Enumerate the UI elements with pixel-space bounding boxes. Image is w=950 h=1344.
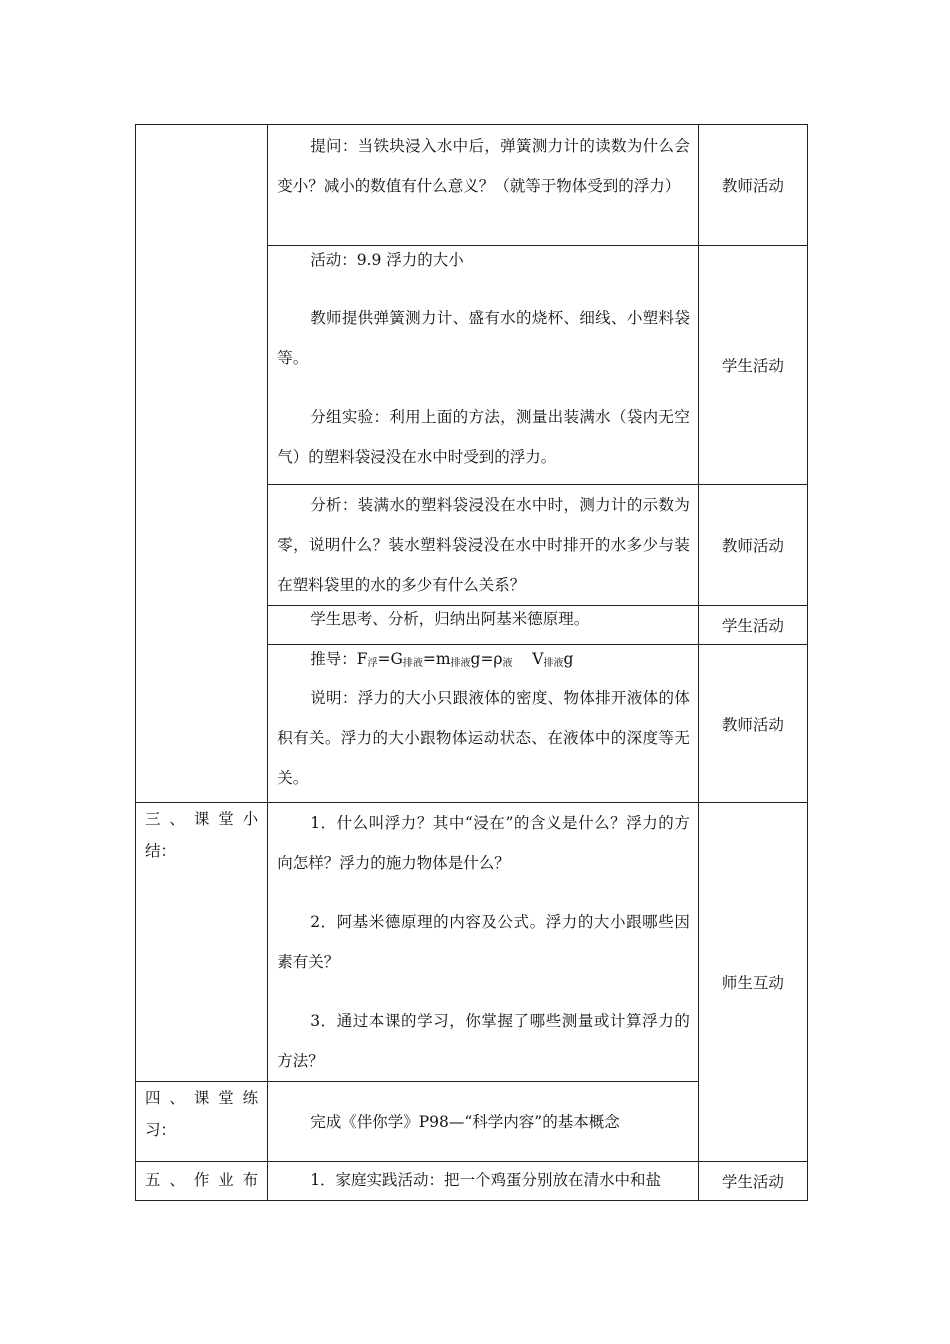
practice-text: 完成《伴你学》P98—“科学内容”的基本概念: [310, 1112, 620, 1131]
content-cell: [268, 606, 699, 645]
explanation-text: 说明：浮力的大小只跟液体的密度、物体排开液体的体积有关。浮力的大小跟物体运动状态、在液体中的深度等无关。: [277, 689, 690, 787]
activity-title: 活动：9.9 浮力的大小: [310, 251, 464, 269]
content-cell: [268, 125, 699, 246]
activity-cell: [698, 645, 807, 803]
section-label-practice: 四 、 课 堂 练: [145, 1089, 259, 1107]
activity-cell: [698, 1162, 807, 1201]
section-label-summary-cont: 结：: [145, 842, 177, 860]
activity-label: 学生活动: [721, 357, 784, 375]
activity-cell: [698, 246, 807, 485]
activity-label: 教师活动: [721, 715, 784, 734]
section-label-cell: [136, 1082, 268, 1162]
activity-label: 师生互动: [721, 974, 784, 992]
content-cell: [268, 246, 699, 485]
experiment-text: 分组实验：利用上面的方法，测量出装满水（袋内无空气）的塑料袋浸没在水中时受到的浮力。: [277, 408, 690, 466]
derivation-formula: 推导：$F_浮=G_{排液}=m_{排液}g=\rho_液$ $V_{排液}g$: [310, 650, 574, 669]
section-label-summary: 三 、 课 堂 小: [145, 810, 259, 828]
activity-cell: [698, 485, 807, 606]
materials-text: 教师提供弹簧测力计、盛有水的烧杯、细线、小塑料袋等。: [277, 309, 690, 367]
summary-question-1: 1．什么叫浮力？其中“浸在”的含义是什么？浮力的方向怎样？浮力的施力物体是什么？: [277, 814, 690, 872]
section-label-cell: [136, 803, 268, 1082]
content-cell: [268, 1162, 699, 1201]
summary-question-2: 2．阿基米德原理的内容及公式。浮力的大小跟哪些因素有关？: [277, 913, 690, 971]
content-cell: [268, 1082, 699, 1162]
activity-cell: [698, 803, 807, 1162]
section-label-practice-cont: 习：: [145, 1121, 177, 1139]
section-label-homework: 五 、 作 业 布: [145, 1171, 259, 1189]
content-cell: [268, 803, 699, 1082]
table-row: [136, 125, 808, 246]
analysis-text: 分析：装满水的塑料袋浸没在水中时，测力计的示数为零，说明什么？装水塑料袋浸没在水中时排开的水多少与装在塑料袋里的水的多少有什么关系？: [277, 496, 690, 594]
student-think-text: 学生思考、分析，归纳出阿基米德原理。: [310, 610, 590, 628]
content-cell: [268, 485, 699, 606]
activity-cell: [698, 125, 807, 246]
lesson-plan-table: [135, 124, 808, 1201]
section-label-cell: [136, 1162, 268, 1201]
activity-label: 学生活动: [721, 1173, 784, 1191]
section-cell-empty: [136, 125, 268, 803]
activity-cell: [698, 606, 807, 645]
homework-text: 1．家庭实践活动：把一个鸡蛋分别放在清水中和盐: [310, 1171, 662, 1189]
question-text: 提问：当铁块浸入水中后，弹簧测力计的读数为什么会变小？减小的数值有什么意义？（就等于物体受到的浮力）: [277, 137, 690, 195]
activity-label: 教师活动: [721, 177, 784, 195]
table-row: [136, 1162, 808, 1201]
activity-label: 学生活动: [721, 617, 784, 635]
table-row: [136, 803, 808, 1082]
activity-label: 教师活动: [721, 537, 784, 555]
content-cell: [268, 645, 699, 803]
summary-question-3: 3．通过本课的学习，你掌握了哪些测量或计算浮力的方法？: [277, 1012, 690, 1070]
